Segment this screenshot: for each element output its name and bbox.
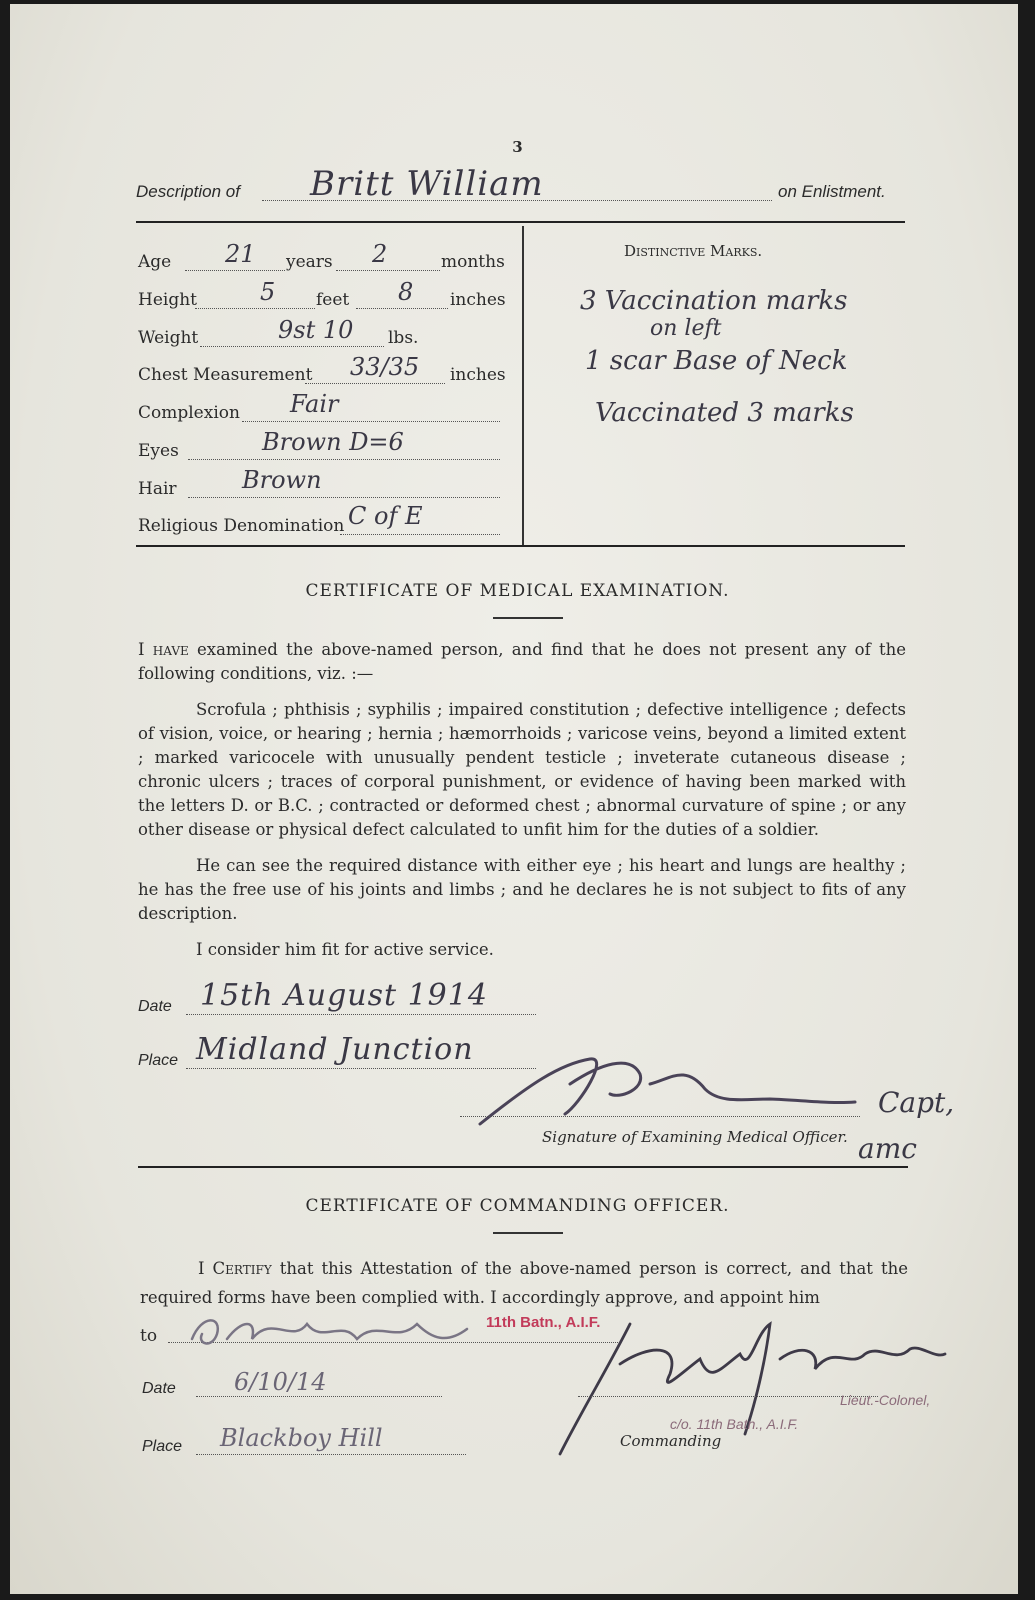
enlistee-name: Britt William	[310, 164, 544, 204]
distinctive-marks-heading: Distinctive Marks.	[624, 242, 763, 260]
medical-place-value: Midland Junction	[196, 1032, 474, 1067]
medical-place-label: Place	[138, 1052, 179, 1069]
vertical-divider	[522, 226, 524, 546]
commanding-certify-text: that this Attestation of the above-named person is correct, and that the required forms have been complied with. I accordingly approve, and appoint him	[140, 1259, 908, 1307]
description-of-label: Description of	[136, 182, 240, 201]
complexion-value: Fair	[290, 390, 339, 418]
height-feet-line	[195, 308, 315, 309]
eyes-value: Brown D=6	[262, 428, 404, 456]
commanding-stamp-rank: Lieut.-Colonel,	[840, 1392, 931, 1408]
commanding-date-label: Date	[142, 1380, 176, 1397]
inches-label: inches	[450, 290, 506, 310]
description-bottom-rule	[136, 545, 905, 547]
height-label: Height	[138, 290, 197, 310]
months-label: months	[441, 252, 505, 272]
commanding-date-line	[196, 1396, 442, 1397]
religion-value: C of E	[348, 502, 423, 530]
medical-fit: I consider him fit for active service.	[196, 940, 494, 959]
age-years-value: 21	[225, 240, 256, 268]
medical-heading: CERTIFICATE OF MEDICAL EXAMINATION.	[305, 581, 730, 601]
religion-label: Religious Denomination	[138, 516, 345, 536]
height-feet-value: 5	[260, 278, 276, 306]
commanding-label: Commanding	[620, 1432, 722, 1450]
age-label: Age	[138, 252, 172, 272]
medical-intro-lead: I have	[138, 640, 189, 659]
medical-bottom-rule	[138, 1166, 908, 1168]
hair-line	[188, 497, 500, 498]
unit-scribble	[182, 1304, 482, 1364]
weight-value: 9st 10	[278, 316, 354, 344]
medical-heading-underline	[493, 617, 563, 619]
age-months-line	[336, 270, 440, 271]
feet-label: feet	[316, 290, 350, 310]
weight-line	[200, 346, 384, 347]
commanding-officer-signature	[550, 1304, 950, 1464]
age-months-value: 2	[372, 240, 388, 268]
medical-signature-caption: Signature of Examining Medical Officer.	[542, 1128, 848, 1146]
unit-stamp: 11th Batn., A.I.F.	[486, 1314, 601, 1331]
complexion-line	[242, 421, 500, 422]
lbs-label: lbs.	[388, 328, 419, 348]
commanding-heading: CERTIFICATE OF COMMANDING OFFICER.	[305, 1196, 730, 1216]
commanding-heading-underline	[493, 1232, 563, 1234]
complexion-label: Complexion	[138, 403, 240, 423]
commanding-place-value: Blackboy Hill	[220, 1424, 383, 1452]
religion-line	[340, 534, 500, 535]
distinctive-mark-line-1: 3 Vaccination marks	[580, 286, 848, 316]
medical-intro-text: examined the above-named person, and find that he does not present any of the following conditions, viz. :—	[138, 640, 906, 683]
commanding-place-line	[196, 1454, 466, 1455]
medical-officer-signature	[470, 1044, 870, 1134]
hair-value: Brown	[242, 466, 322, 494]
page-number: 3	[512, 138, 523, 156]
height-inches-value: 8	[398, 278, 414, 306]
medical-signature-line	[460, 1116, 860, 1117]
medical-officer-rank: Capt,	[878, 1086, 955, 1119]
medical-date-value: 15th August 1914	[200, 978, 488, 1013]
medical-sight: He can see the required distance with either eye ; his heart and lungs are healthy ; he has the free use of his joints and limbs ; and he declares he is not subject to fits of any description.	[138, 856, 906, 923]
medical-conditions: Scrofula ; phthisis ; syphilis ; impaired constitution ; defective intelligence ; defects of vision, voice, or hearing ; hernia ; hæmorrhoids ; varicose veins, beyond a limited extent ; marked varicocele with unusually pendent testicle ; inveterate cutaneous disease ; chronic ulcers ; traces of corporal punishment, or evidence of having been marked with the letters D. or B.C. ; contracted or deformed chest ; abnormal curvature of spine ; or any other disease or physical defect calculated to unfit him for the duties of a soldier.	[138, 700, 906, 839]
commanding-date-value: 6/10/14	[234, 1368, 327, 1396]
on-enlistment-label: on Enlistment.	[778, 182, 886, 201]
commanding-certify-lead: I Certify	[198, 1259, 272, 1278]
medical-date-line	[186, 1014, 536, 1015]
commanding-stamp-co: c/o. 11th Batn., A.I.F.	[670, 1416, 799, 1432]
medical-officer-corps: amc	[858, 1132, 917, 1165]
eyes-label: Eyes	[138, 441, 179, 461]
chest-value: 33/35	[350, 353, 420, 381]
age-years-line	[185, 270, 285, 271]
chest-label: Chest Measurement	[138, 365, 313, 385]
medical-intro	[138, 638, 906, 686]
years-label: years	[286, 252, 333, 272]
distinctive-mark-line-2: on left	[650, 316, 722, 341]
medical-date-label: Date	[138, 998, 172, 1015]
height-inches-line	[356, 308, 448, 309]
distinctive-mark-line-4: Vaccinated 3 marks	[595, 398, 854, 428]
distinctive-mark-line-3: 1 scar Base of Neck	[585, 346, 848, 376]
chest-line	[305, 383, 445, 384]
top-rule	[136, 221, 905, 223]
commanding-to-label: to	[140, 1326, 158, 1346]
chest-inches-label: inches	[450, 365, 506, 385]
commanding-place-label: Place	[142, 1438, 183, 1455]
weight-label: Weight	[138, 328, 199, 348]
commanding-signature-line	[578, 1396, 878, 1397]
attestation-page	[10, 4, 1018, 1594]
hair-label: Hair	[138, 479, 177, 499]
eyes-line	[188, 459, 500, 460]
